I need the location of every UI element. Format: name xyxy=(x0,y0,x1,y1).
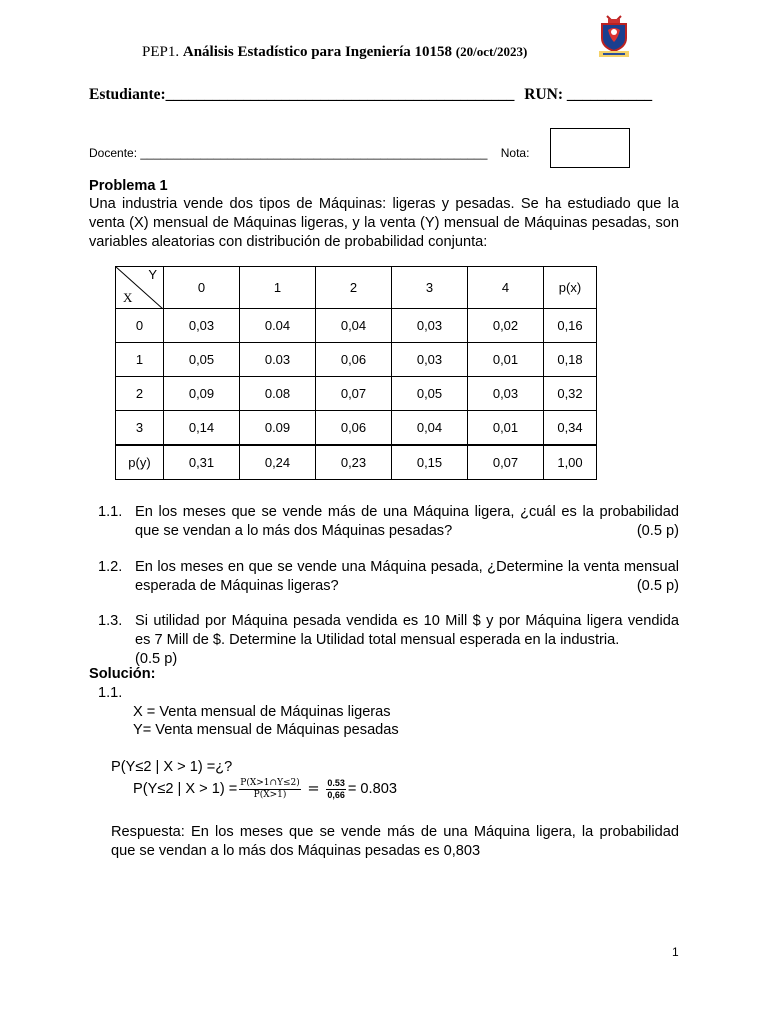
student-field[interactable]: Estudiante:_____________________________________________ xyxy=(89,86,515,103)
table-row xyxy=(116,411,597,446)
definition-x: X = Venta mensual de Máquinas ligeras xyxy=(133,704,391,720)
joint-distribution-table xyxy=(115,266,597,480)
row-label: p(y) xyxy=(116,445,164,480)
table-cell: 0,04 xyxy=(316,309,392,343)
problem-statement: Una industria vende dos tipos de Máquinas: ligeras y pesadas. Se ha estudiado que la venta (X) mensual de Máquinas ligeras, y la venta (Y) mensual de Máquinas pesadas, son variables aleatorias con distribución de probabilidad conjunta: xyxy=(89,196,679,250)
row-label: 3 xyxy=(116,411,164,446)
table-cell: 0,07 xyxy=(316,377,392,411)
table-corner-cell xyxy=(116,267,164,309)
table-header: 3 xyxy=(392,267,468,309)
table-header: 0 xyxy=(164,267,240,309)
calc-result: = 0.803 xyxy=(347,781,397,797)
fraction-numerator: 0.53 xyxy=(327,777,345,788)
table-cell: 0,34 xyxy=(544,411,597,446)
table-row xyxy=(116,377,597,411)
table-row xyxy=(116,309,597,343)
table-header: 1 xyxy=(240,267,316,309)
row-label: 1 xyxy=(116,343,164,377)
table-cell: 0,24 xyxy=(240,445,316,480)
table-cell: 0.08 xyxy=(240,377,316,411)
table-cell: 0,03 xyxy=(468,377,544,411)
answer-text: Respuesta: En los meses que se vende más de una Máquina ligera, la probabilidad que se vendan a lo más dos Máquinas pesadas es 0,803 xyxy=(111,824,679,859)
teacher-line xyxy=(89,146,529,160)
fraction-conditional xyxy=(239,778,301,801)
fraction-denominator: 0,66 xyxy=(327,789,345,800)
table-cell: 1,00 xyxy=(544,445,597,480)
question-text: En los meses que se vende más de una Máquina ligera, ¿cuál es la probabilidad que se vendan a lo más dos Máquinas pesadas? xyxy=(135,504,679,539)
table-cell: 0,18 xyxy=(544,343,597,377)
fraction-denominator: P(X>1) xyxy=(253,789,287,800)
question-text: En los meses en que se vende una Máquina pesada, ¿Determine la venta mensual esperada de Máquinas ligeras? xyxy=(135,559,679,594)
table-cell: 0.04 xyxy=(240,309,316,343)
table-cell: 0,01 xyxy=(468,411,544,446)
page-number: 1 xyxy=(672,945,679,959)
corner-y-label: Y xyxy=(148,267,157,282)
question-1-2 xyxy=(98,558,679,596)
table-header: 2 xyxy=(316,267,392,309)
question-text: Si utilidad por Máquina pesada vendida es 10 Mill $ y por Máquina ligera vendida es 7 Mill de $. Determine la Utilidad total mensual esperada en la industria. xyxy=(135,613,679,648)
exam-title xyxy=(142,44,527,61)
university-crest-icon xyxy=(596,14,632,60)
question-number: 1.2. xyxy=(98,559,123,575)
table-cell: 0,06 xyxy=(316,411,392,446)
calculation-equation: P(Y≤2 | X > 1) = $\frac{P(X>1\cap Y\le 2)}{P(X>1)}$ = $\frac{0.53}{0,66}$ = 0.803 xyxy=(133,777,397,800)
table-header: 4 xyxy=(468,267,544,309)
table-cell: 0,14 xyxy=(164,411,240,446)
table-cell: 0,01 xyxy=(468,343,544,377)
run-field[interactable]: RUN: ___________ xyxy=(524,86,653,103)
table-header: p(x) xyxy=(544,267,597,309)
exam-code: PEP1. xyxy=(142,44,180,60)
question-1-3 xyxy=(98,612,679,669)
exam-date: (20/oct/2023) xyxy=(455,44,528,59)
course-name: Análisis Estadístico para Ingeniería 10158 xyxy=(182,44,453,60)
table-cell: 0,03 xyxy=(392,309,468,343)
table-cell: 0,07 xyxy=(468,445,544,480)
table-cell: 0,04 xyxy=(392,411,468,446)
question-points: (0.5 p) xyxy=(636,523,679,539)
table-cell: 0,02 xyxy=(468,309,544,343)
row-label: 0 xyxy=(116,309,164,343)
question-points: (0.5 p) xyxy=(636,578,679,594)
question-1-1 xyxy=(98,503,679,541)
table-cell: 0,05 xyxy=(392,377,468,411)
question-number: 1.1. xyxy=(98,504,123,520)
table-header-row xyxy=(116,267,597,309)
table-cell: 0,03 xyxy=(392,343,468,377)
table-cell: 0,15 xyxy=(392,445,468,480)
solution-title: Solución: xyxy=(89,666,156,682)
table-cell: 0,03 xyxy=(164,309,240,343)
table-cell: 0.03 xyxy=(240,343,316,377)
table-cell: 0,06 xyxy=(316,343,392,377)
grade-label: Nota: xyxy=(500,146,530,160)
teacher-field[interactable]: Docente: ____________________________________________________ xyxy=(89,146,488,160)
solution-item-number: 1.1. xyxy=(98,685,123,701)
table-cell: 0,16 xyxy=(544,309,597,343)
calc-lhs: P(Y≤2 | X > 1) = xyxy=(133,781,238,797)
row-label: 2 xyxy=(116,377,164,411)
table-cell: 0,23 xyxy=(316,445,392,480)
table-row-marginal xyxy=(116,445,597,480)
table-cell: 0,31 xyxy=(164,445,240,480)
table-row xyxy=(116,343,597,377)
question-equation: P(Y≤2 | X > 1) =¿? xyxy=(111,759,233,775)
fraction-numerator: P(X>1∩Y≤2) xyxy=(240,777,300,788)
table-cell: 0.09 xyxy=(240,411,316,446)
question-points: (0.5 p) xyxy=(135,651,178,667)
table-cell: 0,05 xyxy=(164,343,240,377)
fraction-values xyxy=(326,778,346,801)
definition-y: Y= Venta mensual de Máquinas pesadas xyxy=(133,722,399,738)
grade-box[interactable] xyxy=(550,128,630,168)
problem-title: Problema 1 xyxy=(89,178,168,194)
table-cell: 0,09 xyxy=(164,377,240,411)
question-number: 1.3. xyxy=(98,613,123,629)
table-cell: 0,32 xyxy=(544,377,597,411)
student-line xyxy=(89,86,652,104)
corner-x-label: X xyxy=(123,290,133,305)
